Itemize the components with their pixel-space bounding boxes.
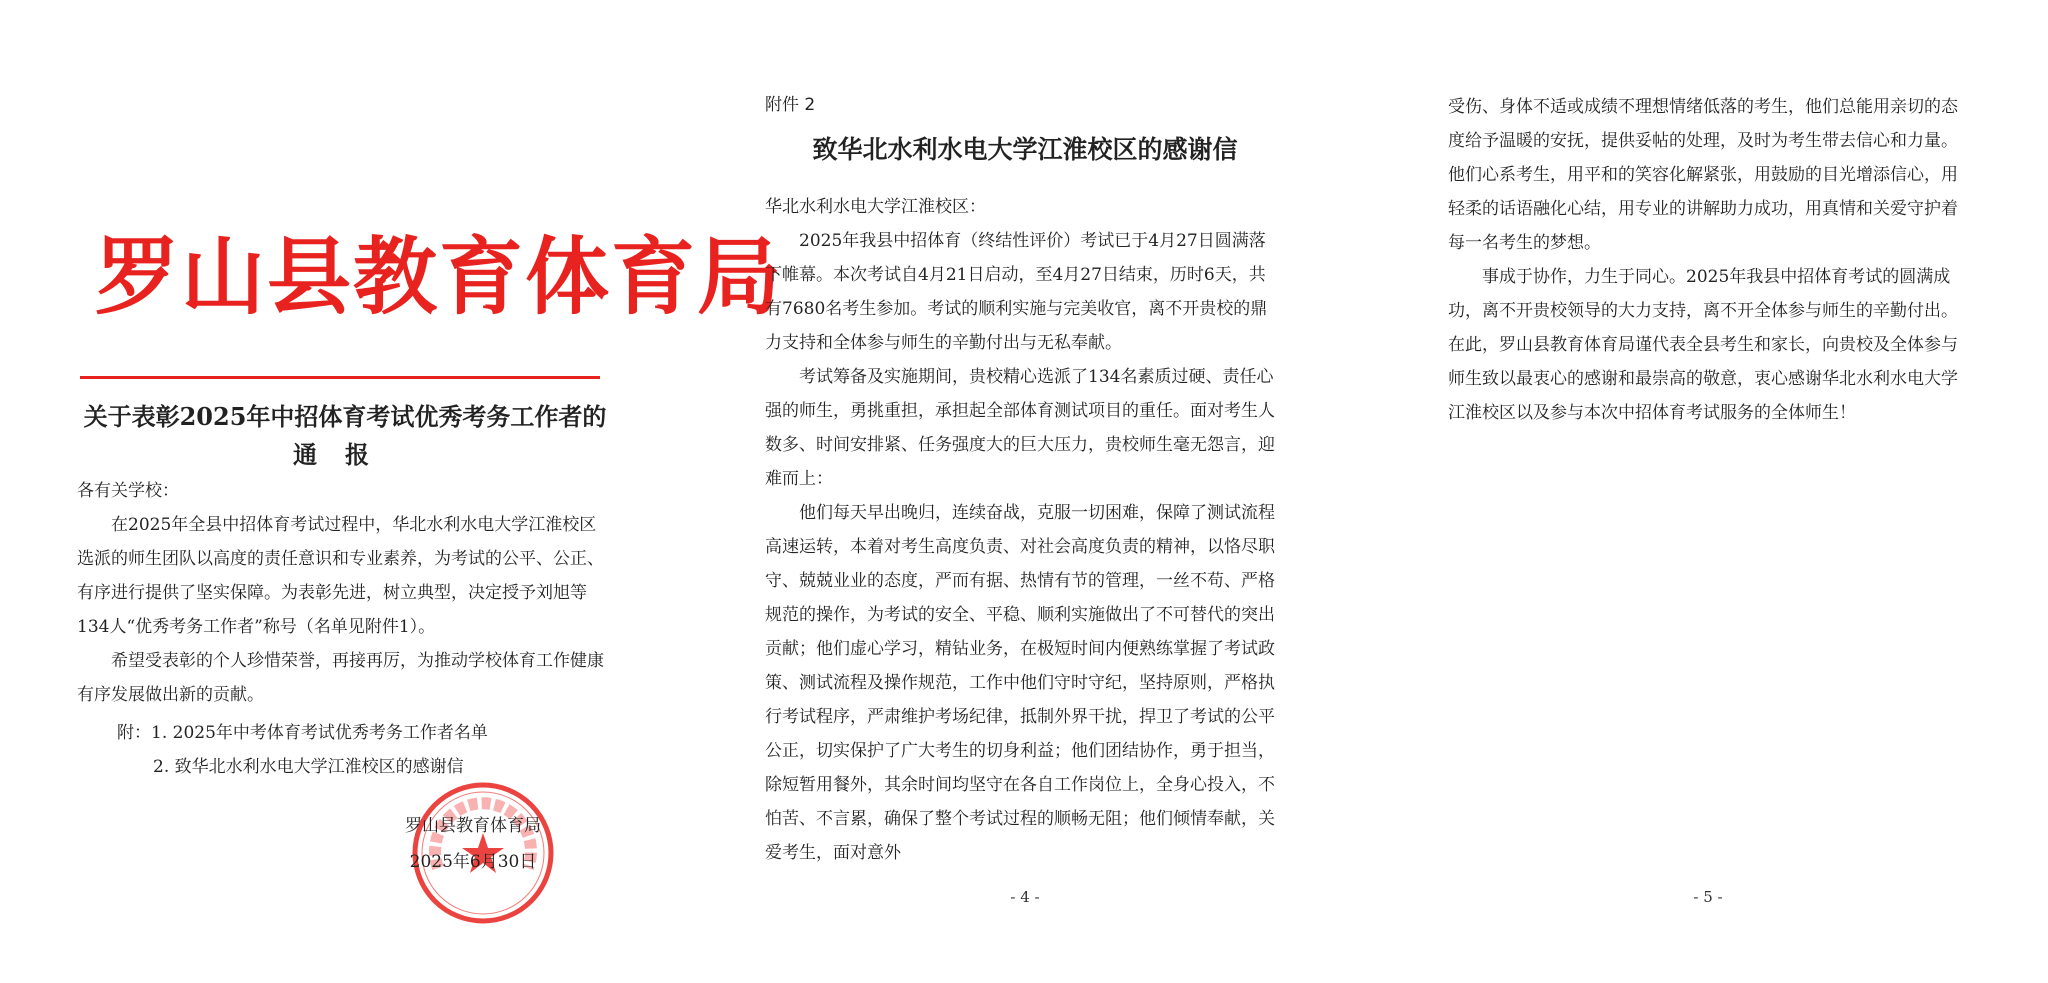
paragraph: 希望受表彰的个人珍惜荣誉，再接再厉，为推动学校体育工作健康有序发展做出新的贡献。 — [77, 651, 604, 705]
paragraph: 受伤、身体不适或成绩不理想情绪低落的考生，他们总能用亲切的态度给予温暖的安抚，提供妥帖的处理，及时为考生带去信心和力量。他们心系考生，用平和的笑容化解紧张，用鼓励的目光增添信心，用轻柔的话语融化心结，用专业的讲解助力成功，用真情和关爱守护着每一名考生的梦想。 — [1448, 97, 1958, 253]
letter-greeting: 华北水利水电大学江淮校区： — [765, 197, 986, 217]
paragraph: 2025年我县中招体育（终结性评价）考试已于4月27日圆满落下帷幕。本次考试自4月21日启动，至4月27日结束，历时6天，共有7680名考生参加。考试的顺利实施与完美收官，离不开贵校的鼎力支持和全体参与师生的辛勤付出与无私奉献。 — [765, 231, 1268, 353]
letter-page-4 — [765, 0, 1285, 983]
notice-body — [77, 508, 609, 712]
page-number: - 4 - — [1010, 888, 1040, 906]
red-divider — [80, 376, 600, 379]
notice-page — [75, 0, 784, 983]
paragraph: 事成于协作，力生于同心。2025年我县中招体育考试的圆满成功，离不开贵校领导的大力支持，离不开全体参与师生的辛勤付出。在此，罗山县教育体育局谨代表全县考生和家长，向贵校及全体参与师生致以最衷心的感谢和最崇高的敬意，衷心感谢华北水利水电大学江淮校区以及参与本次中招体育考试服务的全体师生！ — [1448, 267, 1958, 423]
letter-title: 致华北水利水电大学江淮校区的感谢信 — [812, 135, 1238, 164]
attachment-item: 附：1. 2025年中考体育考试优秀考务工作者名单 — [117, 723, 488, 743]
signature-block — [405, 808, 541, 880]
notice-title — [75, 398, 615, 474]
letter-body — [765, 224, 1281, 870]
signature-org: 罗山县教育体育局 — [405, 816, 541, 836]
page-number: - 5 - — [1693, 888, 1723, 906]
signature-date: 2025年6月30日 — [409, 852, 537, 872]
paragraph: 在2025年全县中招体育考试过程中，华北水利水电大学江淮校区选派的师生团队以高度的责任意识和专业素养，为考试的公平、公正、有序进行提供了坚实保障。为表彰先进，树立典型，决定授予刘旭等134人“优秀考务工作者”称号（名单见附件1）。 — [77, 515, 604, 637]
org-letterhead-title: 罗山县教育体育局 — [95, 227, 784, 326]
annex-label: 附件 2 — [765, 95, 816, 115]
paragraph: 考试筹备及实施期间，贵校精心选派了134名素质过硬、责任心强的师生，勇挑重担，承担起全部体育测试项目的重任。面对考生人数多、时间安排紧、任务强度大的巨大压力，贵校师生毫无怨言，迎难而上： — [765, 367, 1275, 489]
letter-page-5 — [1448, 0, 1968, 983]
paragraph: 他们每天早出晚归，连续奋战，克服一切困难，保障了测试流程高速运转，本着对考生高度负责、对社会高度负责的精神，以恪尽职守、兢兢业业的态度，严而有据、热情有节的管理，一丝不苟、严格规范的操作，为考试的安全、平稳、顺利实施做出了不可替代的突出贡献；他们虚心学习，精钻业务，在极短时间内便熟练掌握了考试政策、测试流程及操作规范，工作中他们守时守纪，坚持原则，严格执行考试程序，严肃维护考场纪律，抵制外界干扰，捍卫了考试的公平公正，切实保护了广大考生的切身利益；他们团结协作，勇于担当，除短暂用餐外，其余时间均坚守在各自工作岗位上，全身心投入，不怕苦、不言累，确保了整个考试过程的顺畅无阻；他们倾情奉献，关爱考生，面对意外 — [765, 503, 1275, 863]
attachment-list — [117, 716, 488, 784]
letter-body-continued — [1448, 90, 1968, 430]
notice-title-line2: 通报 — [293, 440, 397, 469]
notice-title-line1: 关于表彰2025年中招体育考试优秀考务工作者的 — [83, 402, 607, 431]
attachment-item: 2. 致华北水利水电大学江淮校区的感谢信 — [153, 757, 464, 777]
salutation: 各有关学校： — [77, 481, 179, 501]
